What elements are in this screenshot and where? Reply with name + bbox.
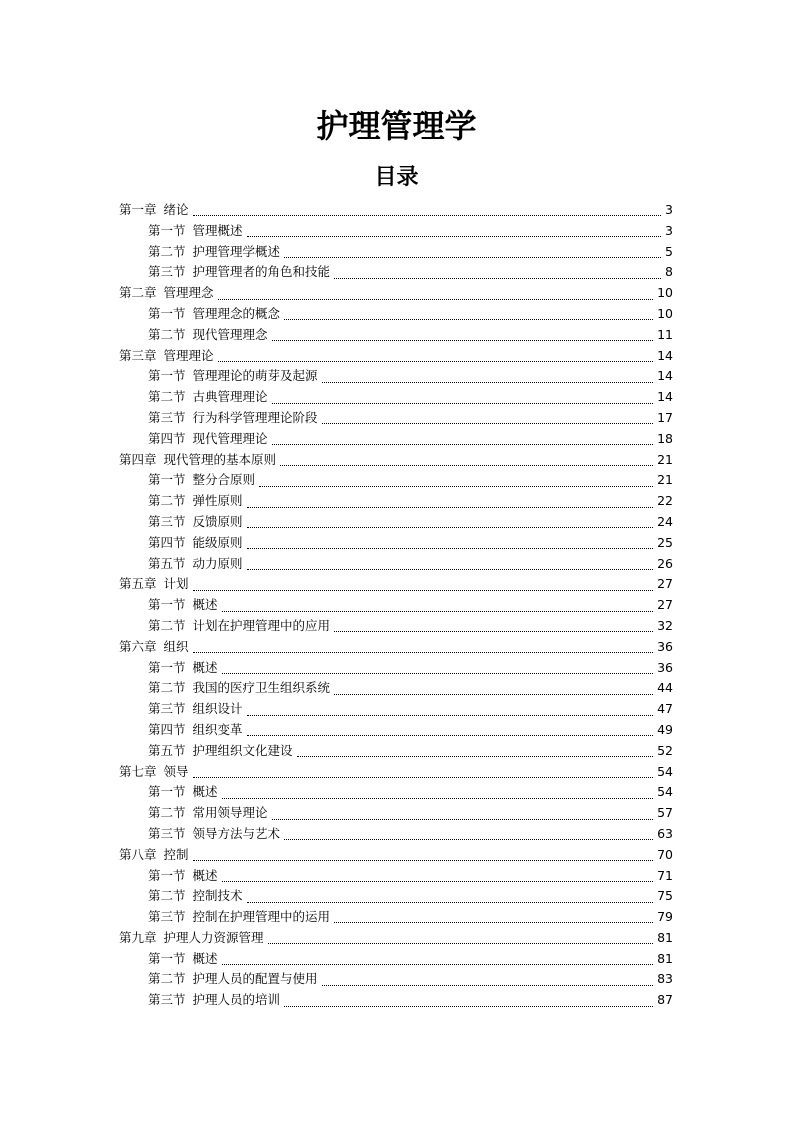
toc-entry-label: [148, 366, 320, 387]
toc-dot-leader: [268, 942, 654, 944]
toc-page-number: 21: [657, 451, 673, 467]
toc-dot-leader: [247, 506, 654, 508]
toc-entry-label: [148, 595, 220, 616]
toc-section-entry[interactable]: [119, 470, 673, 491]
toc-dot-leader: [247, 526, 654, 528]
toc-entry-title: 现代管理理论: [192, 430, 268, 446]
toc-entry-title: 计划在护理管理中的应用: [192, 617, 331, 633]
toc-page-number: 26: [657, 555, 673, 571]
toc-entry-number: 第四节: [148, 430, 186, 446]
toc-entry-label: [148, 803, 270, 824]
toc-section-entry[interactable]: [119, 242, 673, 263]
toc-entry-title: 护理人员的培训: [192, 992, 281, 1008]
toc-page-number: 3: [665, 222, 673, 238]
toc-entry-number: 第二节: [148, 888, 186, 904]
toc-section-entry[interactable]: [119, 616, 673, 637]
toc-entry-label: [148, 491, 245, 512]
toc-page-number: 87: [657, 992, 673, 1008]
toc-entry-label: [148, 907, 332, 928]
toc-entry-title: 控制: [163, 846, 189, 862]
toc-section-entry[interactable]: [119, 782, 673, 803]
toc-entry-number: 第一节: [148, 597, 186, 613]
toc-page-number: 25: [657, 534, 673, 550]
toc-page-number: 36: [657, 659, 673, 675]
toc-entry-label: [148, 304, 282, 325]
toc-page-number: 70: [657, 846, 673, 862]
toc-page-number: 17: [657, 409, 673, 425]
toc-entry-number: 第一节: [148, 472, 186, 488]
toc-section-entry[interactable]: [119, 949, 673, 970]
toc-entry-number: 第三节: [148, 409, 186, 425]
toc-dot-leader: [297, 755, 654, 757]
toc-dot-leader: [247, 568, 654, 570]
toc-entry-label: [119, 845, 191, 866]
toc-section-entry[interactable]: [119, 533, 673, 554]
toc-entry-number: 第五章: [119, 576, 157, 592]
toc-entry-label: [148, 699, 245, 720]
toc-entry-label: [119, 928, 266, 949]
toc-entry-title: 动力原则: [192, 555, 243, 571]
toc-entry-number: 第二节: [148, 617, 186, 633]
toc-entry-number: 第一节: [148, 305, 186, 321]
toc-dot-leader: [222, 797, 654, 799]
toc-entry-label: [148, 824, 282, 845]
toc-dot-leader: [247, 235, 662, 237]
toc-entry-number: 第六章: [119, 638, 157, 654]
toc-entry-title: 管理理论: [163, 347, 214, 363]
toc-section-entry[interactable]: [119, 408, 673, 429]
toc-entry-number: 第八章: [119, 846, 157, 862]
toc-entry-label: [148, 741, 295, 762]
toc-heading: 目录: [374, 165, 419, 190]
toc-entry-number: 第四节: [148, 721, 186, 737]
toc-dot-leader: [193, 589, 654, 591]
toc-entry-label: [148, 616, 332, 637]
toc-section-entry[interactable]: [119, 387, 673, 408]
toc-section-entry[interactable]: [119, 907, 673, 928]
toc-dot-leader: [222, 963, 654, 965]
toc-section-entry[interactable]: [119, 741, 673, 762]
toc-dot-leader: [247, 901, 654, 903]
toc-entry-title: 概述: [192, 950, 218, 966]
toc-entry-number: 第七章: [119, 763, 157, 779]
toc-entry-label: [119, 574, 191, 595]
toc-chapter-entry[interactable]: [119, 283, 673, 304]
toc-entry-label: [148, 242, 282, 263]
toc-entry-number: 第一章: [119, 202, 157, 217]
toc-entry-label: [119, 637, 191, 658]
toc-entry-title: 领导: [163, 763, 189, 779]
toc-page-number: 57: [657, 805, 673, 821]
toc-entry-label: [148, 720, 245, 741]
toc-section-entry[interactable]: [119, 824, 673, 845]
toc-entry-number: 第一节: [148, 867, 186, 883]
toc-section-entry[interactable]: [119, 325, 673, 346]
toc-entry-title: 护理管理学概述: [192, 243, 281, 259]
toc-dot-leader: [272, 339, 654, 341]
toc-entry-number: 第二节: [148, 680, 186, 696]
toc-section-entry[interactable]: [119, 803, 673, 824]
toc-section-entry[interactable]: [119, 886, 673, 907]
toc-entry-number: 第二节: [148, 805, 186, 821]
toc-dot-leader: [247, 547, 654, 549]
toc-entry-number: 第一节: [148, 222, 186, 238]
toc-section-entry[interactable]: [119, 554, 673, 575]
toc-section-entry[interactable]: [119, 262, 673, 283]
toc-entry-title: 护理人员的配置与使用: [192, 971, 318, 987]
toc-dot-leader: [284, 256, 661, 258]
toc-page-number: 10: [657, 285, 673, 301]
toc-entry-label: [148, 221, 245, 242]
toc-chapter-entry[interactable]: [119, 845, 673, 866]
toc-chapter-entry[interactable]: [119, 574, 673, 595]
toc-entry-label: [148, 470, 257, 491]
toc-entry-title: 控制在护理管理中的运用: [192, 909, 331, 925]
toc-dot-leader: [193, 214, 662, 216]
toc-entry-number: 第三节: [148, 264, 186, 280]
toc-page-number: 63: [657, 825, 673, 841]
toc-page-number: 22: [657, 493, 673, 509]
toc-entry-label: [148, 949, 220, 970]
toc-chapter-entry[interactable]: [119, 928, 673, 949]
toc-entry-title: 概述: [192, 597, 218, 613]
toc-entry-title: 整分合原则: [192, 472, 256, 488]
toc-entry-label: [148, 866, 220, 887]
toc-page-number: 83: [657, 971, 673, 987]
toc-page-number: 54: [657, 763, 673, 779]
toc-dot-leader: [322, 984, 654, 986]
toc-entry-title: 能级原则: [192, 534, 243, 550]
toc-entry-title: 护理管理者的角色和技能: [192, 264, 331, 280]
toc-dot-leader: [218, 360, 654, 362]
toc-section-entry[interactable]: [119, 969, 673, 990]
toc-entry-title: 现代管理的基本原则: [163, 451, 277, 467]
toc-page-number: 79: [657, 909, 673, 925]
toc-page-number: 81: [657, 929, 673, 945]
toc-entry-label: [148, 325, 270, 346]
toc-page-number: 54: [657, 784, 673, 800]
toc-section-entry[interactable]: [119, 221, 673, 242]
toc-section-entry[interactable]: [119, 866, 673, 887]
toc-page-number: 75: [657, 888, 673, 904]
toc-page-number: 14: [657, 347, 673, 363]
toc-chapter-entry[interactable]: [119, 762, 673, 783]
toc-section-entry[interactable]: [119, 512, 673, 533]
toc-section-entry[interactable]: [119, 699, 673, 720]
toc-entry-label: [148, 262, 332, 283]
toc-entry-title: 组织变革: [192, 721, 243, 737]
toc-page-number: 8: [665, 264, 673, 280]
toc-entry-number: 第二节: [148, 243, 186, 259]
toc-entry-label: [119, 450, 278, 471]
toc-entry-number: 第二节: [148, 971, 186, 987]
toc-entry-number: 第二章: [119, 285, 157, 301]
toc-entry-number: 第四节: [148, 534, 186, 550]
toc-page-number: 81: [657, 950, 673, 966]
toc-dot-leader: [222, 880, 654, 882]
toc-dot-leader: [272, 818, 654, 820]
toc-page-number: 32: [657, 617, 673, 633]
toc-entry-number: 第一节: [148, 950, 186, 966]
toc-entry-label: [148, 782, 220, 803]
toc-entry-label: [148, 990, 282, 1011]
toc-entry-title: 古典管理理论: [192, 389, 268, 405]
toc-entry-title: 行为科学管理理论阶段: [192, 409, 318, 425]
toc-entry-label: [148, 886, 245, 907]
toc-section-entry[interactable]: [119, 990, 673, 1011]
toc-entry-number: 第四章: [119, 451, 157, 467]
toc-entry-label: [148, 554, 245, 575]
toc-entry-number: 第一节: [148, 659, 186, 675]
toc-dot-leader: [193, 859, 654, 861]
toc-dot-leader: [334, 277, 661, 279]
toc-page-number: 49: [657, 721, 673, 737]
toc-chapter-entry[interactable]: [119, 200, 673, 221]
toc-dot-leader: [334, 630, 653, 632]
toc-entry-title: 护理人力资源管理: [163, 929, 264, 945]
toc-section-entry[interactable]: [119, 720, 673, 741]
toc-entry-title: 我国的医疗卫生组织系统: [192, 680, 331, 696]
toc-dot-leader: [259, 485, 653, 487]
toc-entry-label: [148, 512, 245, 533]
toc-page-number: 14: [657, 368, 673, 384]
toc-chapter-entry[interactable]: [119, 450, 673, 471]
toc-page-number: 71: [657, 867, 673, 883]
toc-dot-leader: [284, 838, 653, 840]
toc-entry-label: [148, 408, 320, 429]
toc-entry-label: [119, 200, 191, 221]
toc-entry-label: [148, 429, 270, 450]
toc-entry-title: 反馈原则: [192, 513, 243, 529]
toc-dot-leader: [322, 422, 654, 424]
toc-page-number: 27: [657, 576, 673, 592]
toc-entry-number: 第三节: [148, 825, 186, 841]
toc-page-number: 21: [657, 472, 673, 488]
toc-dot-leader: [334, 693, 653, 695]
toc-dot-leader: [222, 672, 654, 674]
toc-entry-number: 第九章: [119, 929, 157, 945]
toc-entry-number: 第三节: [148, 909, 186, 925]
toc-entry-title: 护理组织文化建设: [192, 742, 293, 758]
toc-entry-number: 第三节: [148, 992, 186, 1008]
toc-dot-leader: [247, 734, 654, 736]
toc-entry-title: 管理理念的概念: [192, 305, 281, 321]
toc-entry-label: [119, 283, 216, 304]
toc-entry-title: 领导方法与艺术: [192, 825, 281, 841]
toc-chapter-entry[interactable]: [119, 346, 673, 367]
toc-entry-number: 第三节: [148, 513, 186, 529]
toc-chapter-entry[interactable]: [119, 637, 673, 658]
toc-entry-title: 现代管理理念: [192, 326, 268, 342]
toc-entry-title: 计划: [163, 576, 189, 592]
toc-entry-label: [148, 387, 270, 408]
toc-entry-number: 第五节: [148, 555, 186, 571]
toc-dot-leader: [218, 298, 654, 300]
toc-section-entry[interactable]: [119, 304, 673, 325]
toc-entry-title: 概述: [192, 659, 218, 675]
toc-entry-number: 第三节: [148, 701, 186, 717]
toc-entry-title: 概述: [192, 784, 218, 800]
toc-dot-leader: [334, 921, 653, 923]
toc-dot-leader: [322, 381, 654, 383]
toc-page-number: 24: [657, 513, 673, 529]
toc-entry-number: 第二节: [148, 326, 186, 342]
toc-entry-title: 控制技术: [192, 888, 243, 904]
toc-entry-label: [148, 678, 332, 699]
toc-dot-leader: [284, 318, 653, 320]
toc-page-number: 5: [665, 243, 673, 259]
toc-section-entry[interactable]: [119, 658, 673, 679]
toc-section-entry[interactable]: [119, 678, 673, 699]
toc-page-number: 36: [657, 638, 673, 654]
toc-entry-number: 第一节: [148, 784, 186, 800]
toc-entry-title: 管理概述: [192, 222, 243, 238]
toc-section-entry[interactable]: [119, 491, 673, 512]
toc-entry-number: 第三章: [119, 347, 157, 363]
toc-page-number: 18: [657, 430, 673, 446]
toc-entry-title: 弹性原则: [192, 493, 243, 509]
toc-page-number: 11: [657, 326, 673, 342]
toc-section-entry[interactable]: [119, 429, 673, 450]
toc-entry-title: 管理理论的萌芽及起源: [192, 368, 318, 384]
toc-page-number: 10: [657, 305, 673, 321]
toc-entry-label: [148, 533, 245, 554]
toc-dot-leader: [193, 651, 654, 653]
toc-entry-title: 绪论: [163, 202, 189, 217]
toc-entry-title: 管理理念: [163, 285, 214, 301]
document-title: 护理管理学: [316, 107, 477, 145]
toc-page-number: 3: [665, 202, 673, 217]
toc-dot-leader: [284, 1005, 653, 1007]
toc-entry-label: [148, 969, 320, 990]
toc-page-number: 52: [657, 742, 673, 758]
toc-page-number: 47: [657, 701, 673, 717]
toc-entry-number: 第五节: [148, 742, 186, 758]
toc-entry-number: 第一节: [148, 368, 186, 384]
table-of-contents: [119, 200, 673, 1011]
toc-page-number: 27: [657, 597, 673, 613]
toc-dot-leader: [222, 610, 654, 612]
toc-section-entry[interactable]: [119, 366, 673, 387]
toc-entry-title: 组织设计: [192, 701, 243, 717]
toc-entry-label: [119, 762, 191, 783]
toc-entry-number: 第二节: [148, 389, 186, 405]
toc-entry-number: 第二节: [148, 493, 186, 509]
toc-entry-label: [148, 658, 220, 679]
toc-dot-leader: [280, 464, 653, 466]
toc-page-number: 44: [657, 680, 673, 696]
toc-dot-leader: [247, 714, 654, 716]
toc-dot-leader: [193, 776, 654, 778]
toc-dot-leader: [272, 402, 654, 404]
toc-entry-title: 组织: [163, 638, 189, 654]
toc-entry-label: [119, 346, 216, 367]
toc-dot-leader: [272, 443, 654, 445]
toc-entry-title: 常用领导理论: [192, 805, 268, 821]
toc-page-number: 14: [657, 389, 673, 405]
toc-section-entry[interactable]: [119, 595, 673, 616]
toc-entry-title: 概述: [192, 867, 218, 883]
